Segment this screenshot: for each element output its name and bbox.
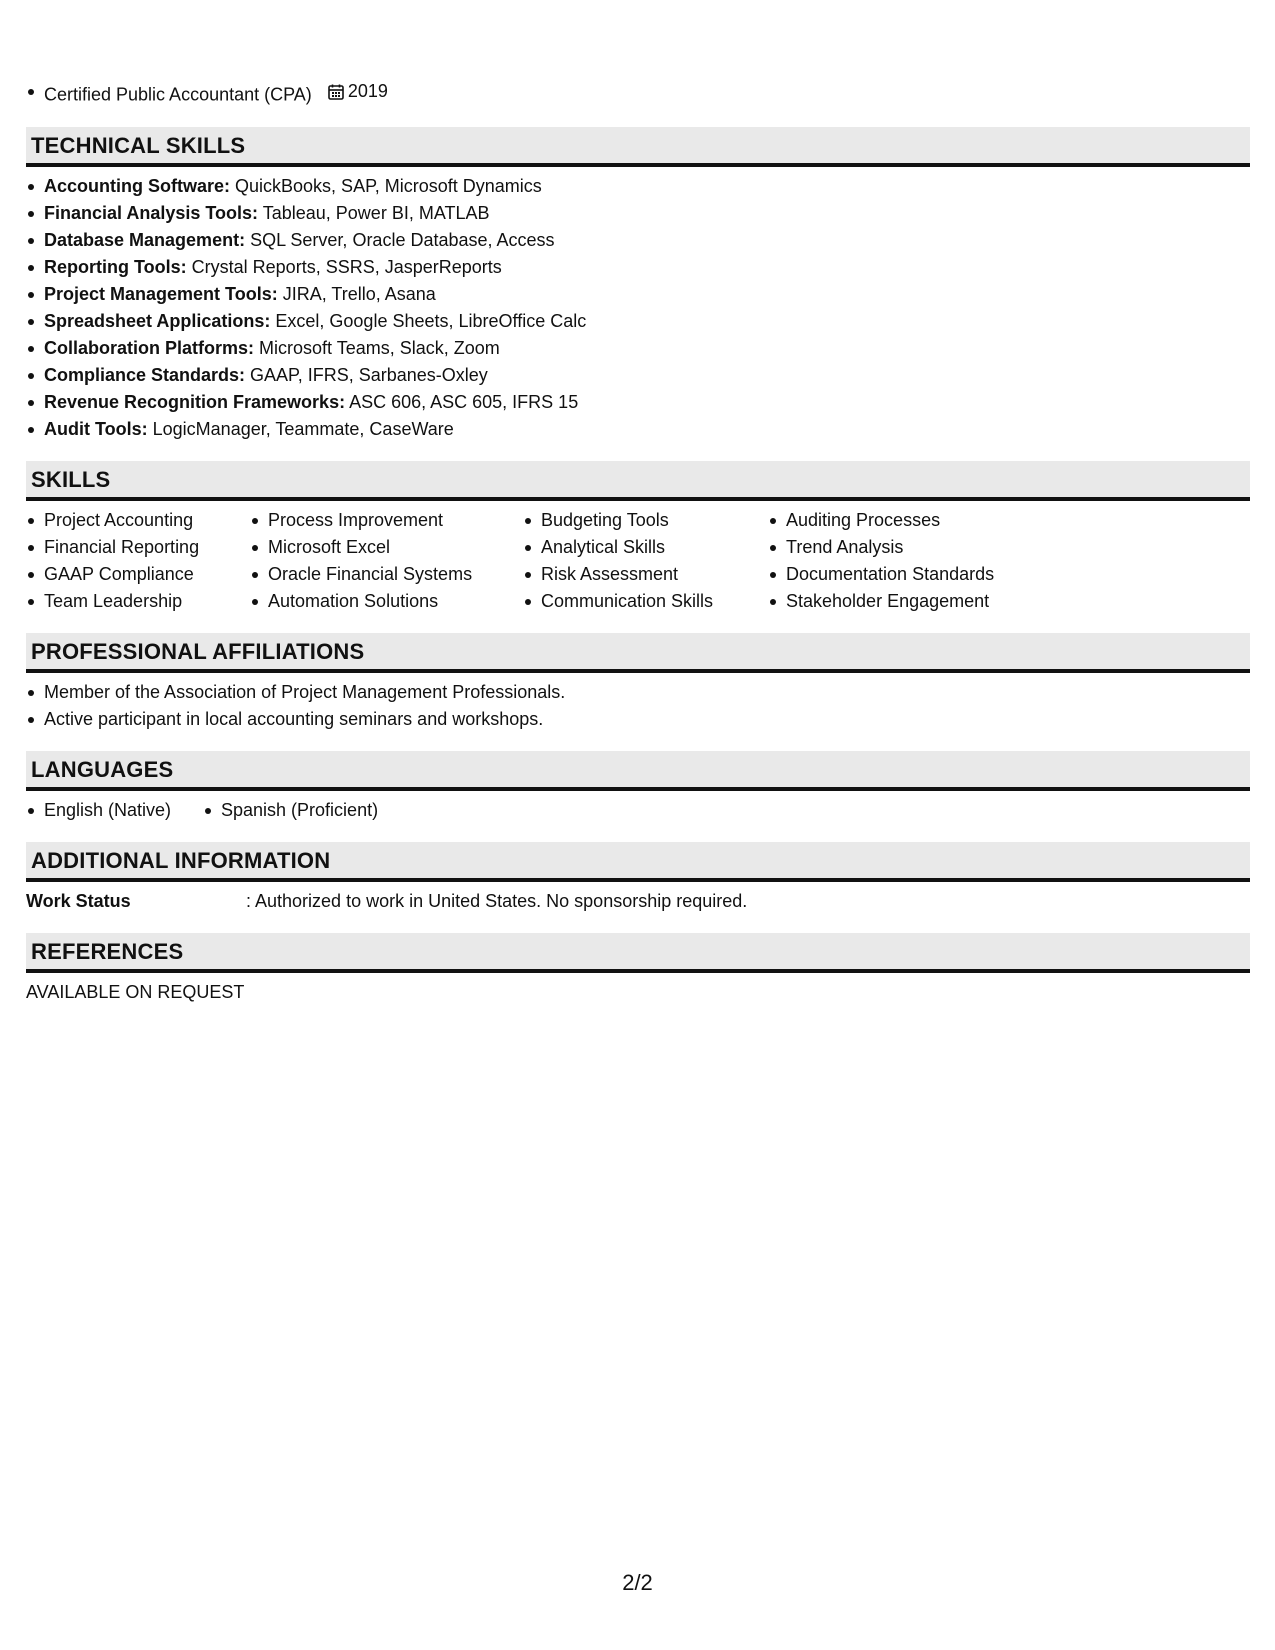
technical-skill-label: Reporting Tools:: [44, 256, 187, 277]
technical-skill-label: Spreadsheet Applications:: [44, 310, 271, 331]
technical-skill-value: Microsoft Teams, Slack, Zoom: [254, 337, 500, 358]
skill-item: Risk Assessment: [541, 561, 768, 588]
skill-item: Budgeting Tools: [541, 507, 768, 534]
language-list: [26, 797, 203, 824]
technical-skill-item: [44, 308, 1250, 335]
technical-skills-heading: TECHNICAL SKILLS: [26, 127, 1250, 167]
skills-column: [26, 507, 250, 615]
skill-item: Analytical Skills: [541, 534, 768, 561]
technical-skill-label: Financial Analysis Tools:: [44, 202, 259, 223]
technical-skill-value: QuickBooks, SAP, Microsoft Dynamics: [230, 175, 542, 196]
affiliation-item: Active participant in local accounting seminars and workshops.: [44, 706, 1250, 733]
technical-skill-value: LogicManager, Teammate, CaseWare: [147, 418, 454, 439]
technical-skill-item: [44, 335, 1250, 362]
skill-item: Microsoft Excel: [268, 534, 523, 561]
skill-item: GAAP Compliance: [44, 561, 250, 588]
page-number: 2/2: [622, 1570, 653, 1595]
references-text: AVAILABLE ON REQUEST: [26, 981, 245, 1002]
calendar-icon: [327, 83, 345, 101]
skills-column: [768, 507, 1086, 615]
technical-skill-item: [44, 200, 1250, 227]
technical-skill-label: Project Management Tools:: [44, 283, 278, 304]
additional-info-heading: ADDITIONAL INFORMATION: [26, 842, 1250, 882]
skill-item: Stakeholder Engagement: [786, 588, 1086, 615]
language-item: English (Native): [44, 797, 203, 824]
technical-skill-label: Compliance Standards:: [44, 364, 246, 385]
technical-skill-item: [44, 362, 1250, 389]
technical-skill-value: Crystal Reports, SSRS, JasperReports: [186, 256, 502, 277]
skill-item: Team Leadership: [44, 588, 250, 615]
skill-item: Documentation Standards: [786, 561, 1086, 588]
technical-skill-item: [44, 389, 1250, 416]
work-status-label: Work Status: [26, 890, 131, 911]
technical-skill-value: ASC 606, ASC 605, IFRS 15: [345, 391, 579, 412]
technical-skill-label: Database Management:: [44, 229, 246, 250]
skills-columns: [26, 507, 1250, 615]
skill-item: Communication Skills: [541, 588, 768, 615]
technical-skill-value: Excel, Google Sheets, LibreOffice Calc: [270, 310, 587, 331]
skill-item: Trend Analysis: [786, 534, 1086, 561]
technical-skill-item: [44, 254, 1250, 281]
skills-column: [523, 507, 768, 615]
certification-list: [26, 78, 1250, 109]
skill-item: Automation Solutions: [268, 588, 523, 615]
skill-item: Financial Reporting: [44, 534, 250, 561]
skill-item: Auditing Processes: [786, 507, 1086, 534]
technical-skill-item: [44, 281, 1250, 308]
work-status-row: [26, 888, 1250, 915]
skill-item: Oracle Financial Systems: [268, 561, 523, 588]
certification-name: Certified Public Accountant (CPA): [44, 84, 312, 105]
affiliations-list: [26, 679, 1250, 733]
skills-column: [250, 507, 523, 615]
technical-skill-label: Accounting Software:: [44, 175, 231, 196]
language-item: Spanish (Proficient): [221, 797, 378, 824]
languages-heading: LANGUAGES: [26, 751, 1250, 791]
technical-skill-value: JIRA, Trello, Asana: [277, 283, 436, 304]
technical-skill-label: Revenue Recognition Frameworks:: [44, 391, 346, 412]
certification-item: [44, 78, 1250, 109]
technical-skill-value: SQL Server, Oracle Database, Access: [245, 229, 555, 250]
resume-content: [26, 78, 1250, 1006]
technical-skill-value: Tableau, Power BI, MATLAB: [258, 202, 490, 223]
technical-skill-item: [44, 173, 1250, 200]
certification-date: [327, 78, 388, 105]
technical-skill-item: [44, 416, 1250, 443]
technical-skills-list: [26, 173, 1250, 443]
languages-row: [26, 797, 1250, 824]
technical-skill-label: Collaboration Platforms:: [44, 337, 255, 358]
skill-item: Project Accounting: [44, 507, 250, 534]
references-heading: REFERENCES: [26, 933, 1250, 973]
technical-skill-label: Audit Tools:: [44, 418, 148, 439]
technical-skill-item: [44, 227, 1250, 254]
skills-heading: SKILLS: [26, 461, 1250, 501]
affiliation-item: Member of the Association of Project Management Professionals.: [44, 679, 1250, 706]
skill-item: Process Improvement: [268, 507, 523, 534]
technical-skill-value: GAAP, IFRS, Sarbanes-Oxley: [245, 364, 488, 385]
certification-year: 2019: [347, 81, 388, 101]
affiliations-heading: PROFESSIONAL AFFILIATIONS: [26, 633, 1250, 673]
language-list: [203, 797, 378, 824]
work-status-value: : Authorized to work in United States. No sponsorship required.: [246, 890, 748, 911]
